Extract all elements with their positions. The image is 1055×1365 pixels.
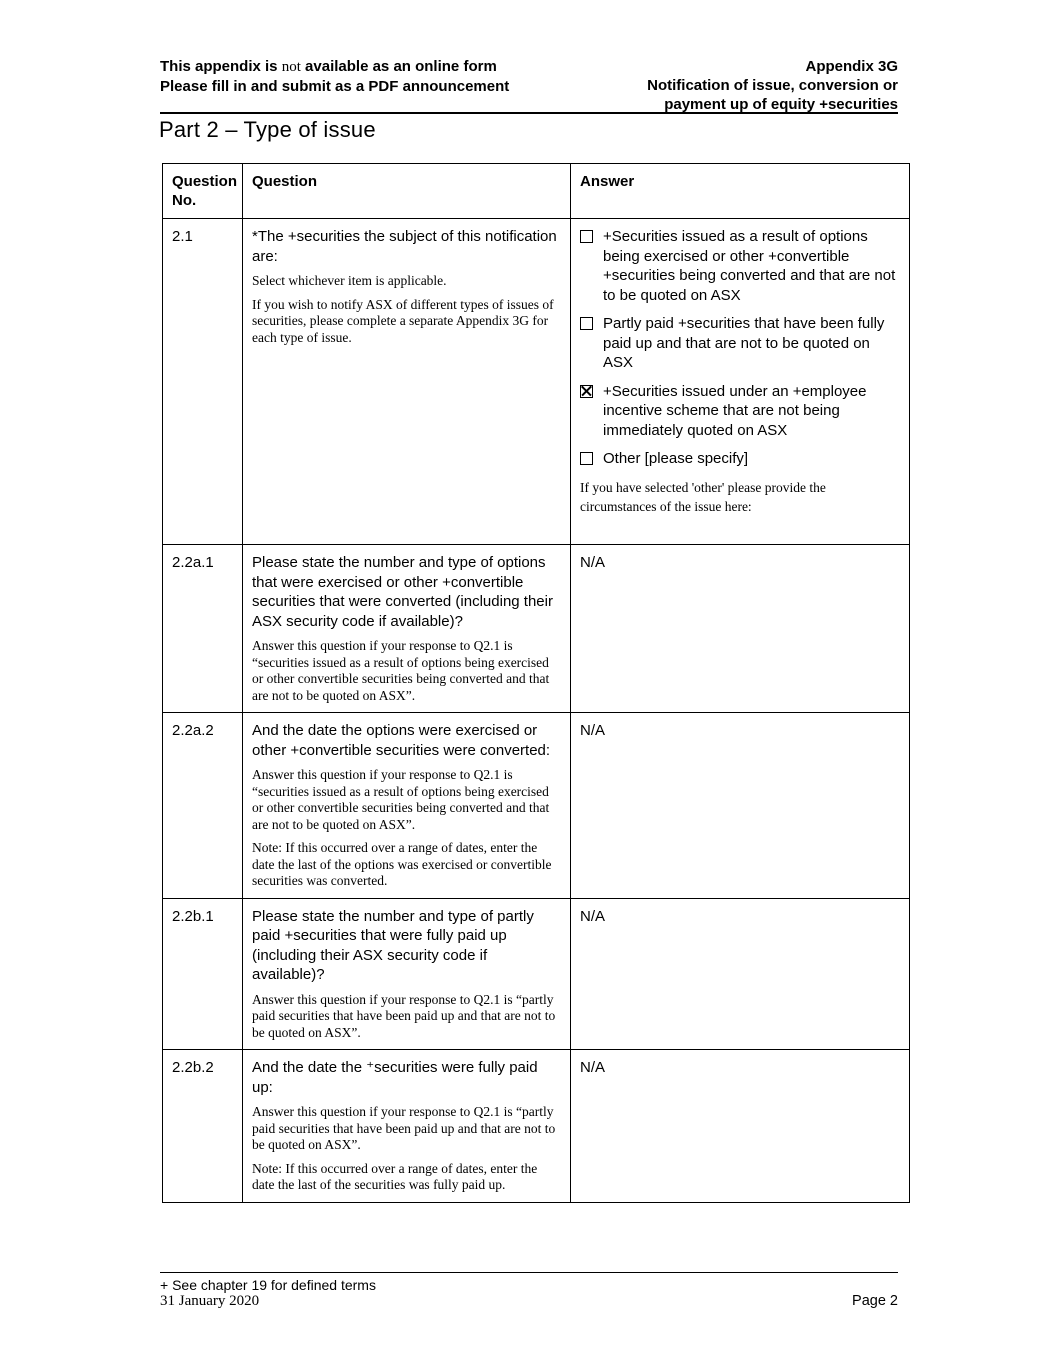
question-note: Answer this question if your response to Q2.1 is “securities issued as a result of options being exercised or other convertible securities being converted and that are not to be quoted on ASX”. <box>252 767 550 832</box>
col-header-answer: Answer <box>571 164 910 219</box>
answer-note-other: If you have selected 'other' please provide the circumstances of the issue here: <box>580 479 826 514</box>
page-header <box>160 57 898 114</box>
question-cell-2-2b-2 <box>243 1050 571 1203</box>
header-not-word: not <box>281 59 301 75</box>
question-note: Answer this question if your response to Q2.1 is “partly paid securities that have been paid up and that are not to be quoted on ASX”. <box>252 1104 556 1152</box>
form-table <box>162 163 910 1203</box>
answer-cell-2-2a-2: N/A <box>571 713 910 899</box>
appendix-subtitle-line2: payment up of equity +securities <box>664 96 898 113</box>
page-title: Part 2 – Type of issue <box>159 117 376 142</box>
question-note: Answer this question if your response to Q2.1 is “securities issued as a result of options being exercised or other convertible securities being converted and that are not to be quoted on ASX”. <box>252 638 550 703</box>
footer-row <box>160 1293 898 1310</box>
checkbox-label: Other [please specify] <box>603 450 749 467</box>
checkbox-partly-paid[interactable] <box>580 317 593 330</box>
question-text: And the date the options were exercised or other +convertible securities were converted: <box>252 722 551 759</box>
header-left-line1: This appendix is not available as an online form <box>160 58 497 75</box>
question-cell-2-1 <box>243 219 571 545</box>
checkbox-option-2 <box>580 314 899 373</box>
answer-cell-2-1 <box>571 219 910 545</box>
checkbox-options-exercised[interactable] <box>580 230 593 243</box>
appendix-subtitle-line1: Notification of issue, conversion or <box>647 77 898 94</box>
question-note: Note: If this occurred over a range of dates, enter the date the last of the securities was fully paid up. <box>252 1160 538 1192</box>
question-cell-2-2a-1 <box>243 545 571 713</box>
question-no-2-2a-1: 2.2a.1 <box>163 545 243 713</box>
answer-cell-2-2b-2: N/A <box>571 1050 910 1203</box>
checkbox-label: +Securities issued under an +employee incentive scheme that are not being immediately quoted on ASX <box>603 382 867 439</box>
checkbox-other[interactable] <box>580 452 593 465</box>
checkbox-option-3 <box>580 382 899 441</box>
header-left-notice <box>160 57 509 96</box>
checkbox-employee-incentive[interactable] <box>580 385 593 398</box>
table-row <box>163 713 910 899</box>
question-no-2-2b-2: 2.2b.2 <box>163 1050 243 1203</box>
table-row <box>163 898 910 1050</box>
checkbox-label: Partly paid +securities that have been fully paid up and that are not to be quoted on ASX <box>603 315 885 371</box>
footer-date: 31 January 2020 <box>160 1293 260 1309</box>
question-text: *The +securities the subject of this notification are: <box>252 228 557 265</box>
col-header-question: Question <box>243 164 571 219</box>
footer-defined-terms: + See chapter 19 for defined terms <box>160 1277 376 1293</box>
footer-divider <box>160 1272 898 1273</box>
checkbox-label: +Securities issued as a result of options being exercised or other +convertible +securities being converted and that are not to be quoted on ASX <box>603 228 896 304</box>
checkbox-option-1 <box>580 227 899 305</box>
checkbox-option-4 <box>580 449 899 469</box>
question-no-2-1: 2.1 <box>163 219 243 545</box>
question-text: Please state the number and type of options that were exercised or other +convertible securities that were converted (including their ASX security code if available)? <box>252 554 553 630</box>
header-left-line2: Please fill in and submit as a PDF announcement <box>160 78 510 95</box>
header-divider <box>160 112 898 114</box>
answer-cell-2-2b-1: N/A <box>571 898 910 1050</box>
col-header-question-no: Question No. <box>163 164 243 219</box>
question-no-2-2a-2: 2.2a.2 <box>163 713 243 899</box>
header-appendix-title <box>647 57 898 114</box>
appendix-number: Appendix 3G <box>805 58 898 75</box>
table-row <box>163 219 910 545</box>
answer-cell-2-2a-1: N/A <box>571 545 910 713</box>
question-text: And the date the ⁺securities were fully paid up: <box>252 1059 538 1096</box>
question-note: Note: If this occurred over a range of dates, enter the date the last of the options was exercised or convertible securities was converted. <box>252 840 552 888</box>
footer-page-number: Page 2 <box>852 1293 898 1309</box>
table-row <box>163 545 910 713</box>
question-no-2-2b-1: 2.2b.1 <box>163 898 243 1050</box>
question-text: Please state the number and type of partly paid +securities that were fully paid up (including their ASX security code if available)? <box>252 907 534 983</box>
question-note: If you wish to notify ASX of different types of issues of securities, please complete a separate Appendix 3G for each type of issue. <box>252 296 554 345</box>
question-note: Select whichever item is applicable. <box>252 273 447 288</box>
question-note: Answer this question if your response to Q2.1 is “partly paid securities that have been paid up and that are not to be quoted on ASX”. <box>252 991 556 1040</box>
table-row <box>163 1050 910 1203</box>
question-cell-2-2a-2 <box>243 713 571 899</box>
question-cell-2-2b-1 <box>243 898 571 1050</box>
table-header-row <box>163 164 910 219</box>
